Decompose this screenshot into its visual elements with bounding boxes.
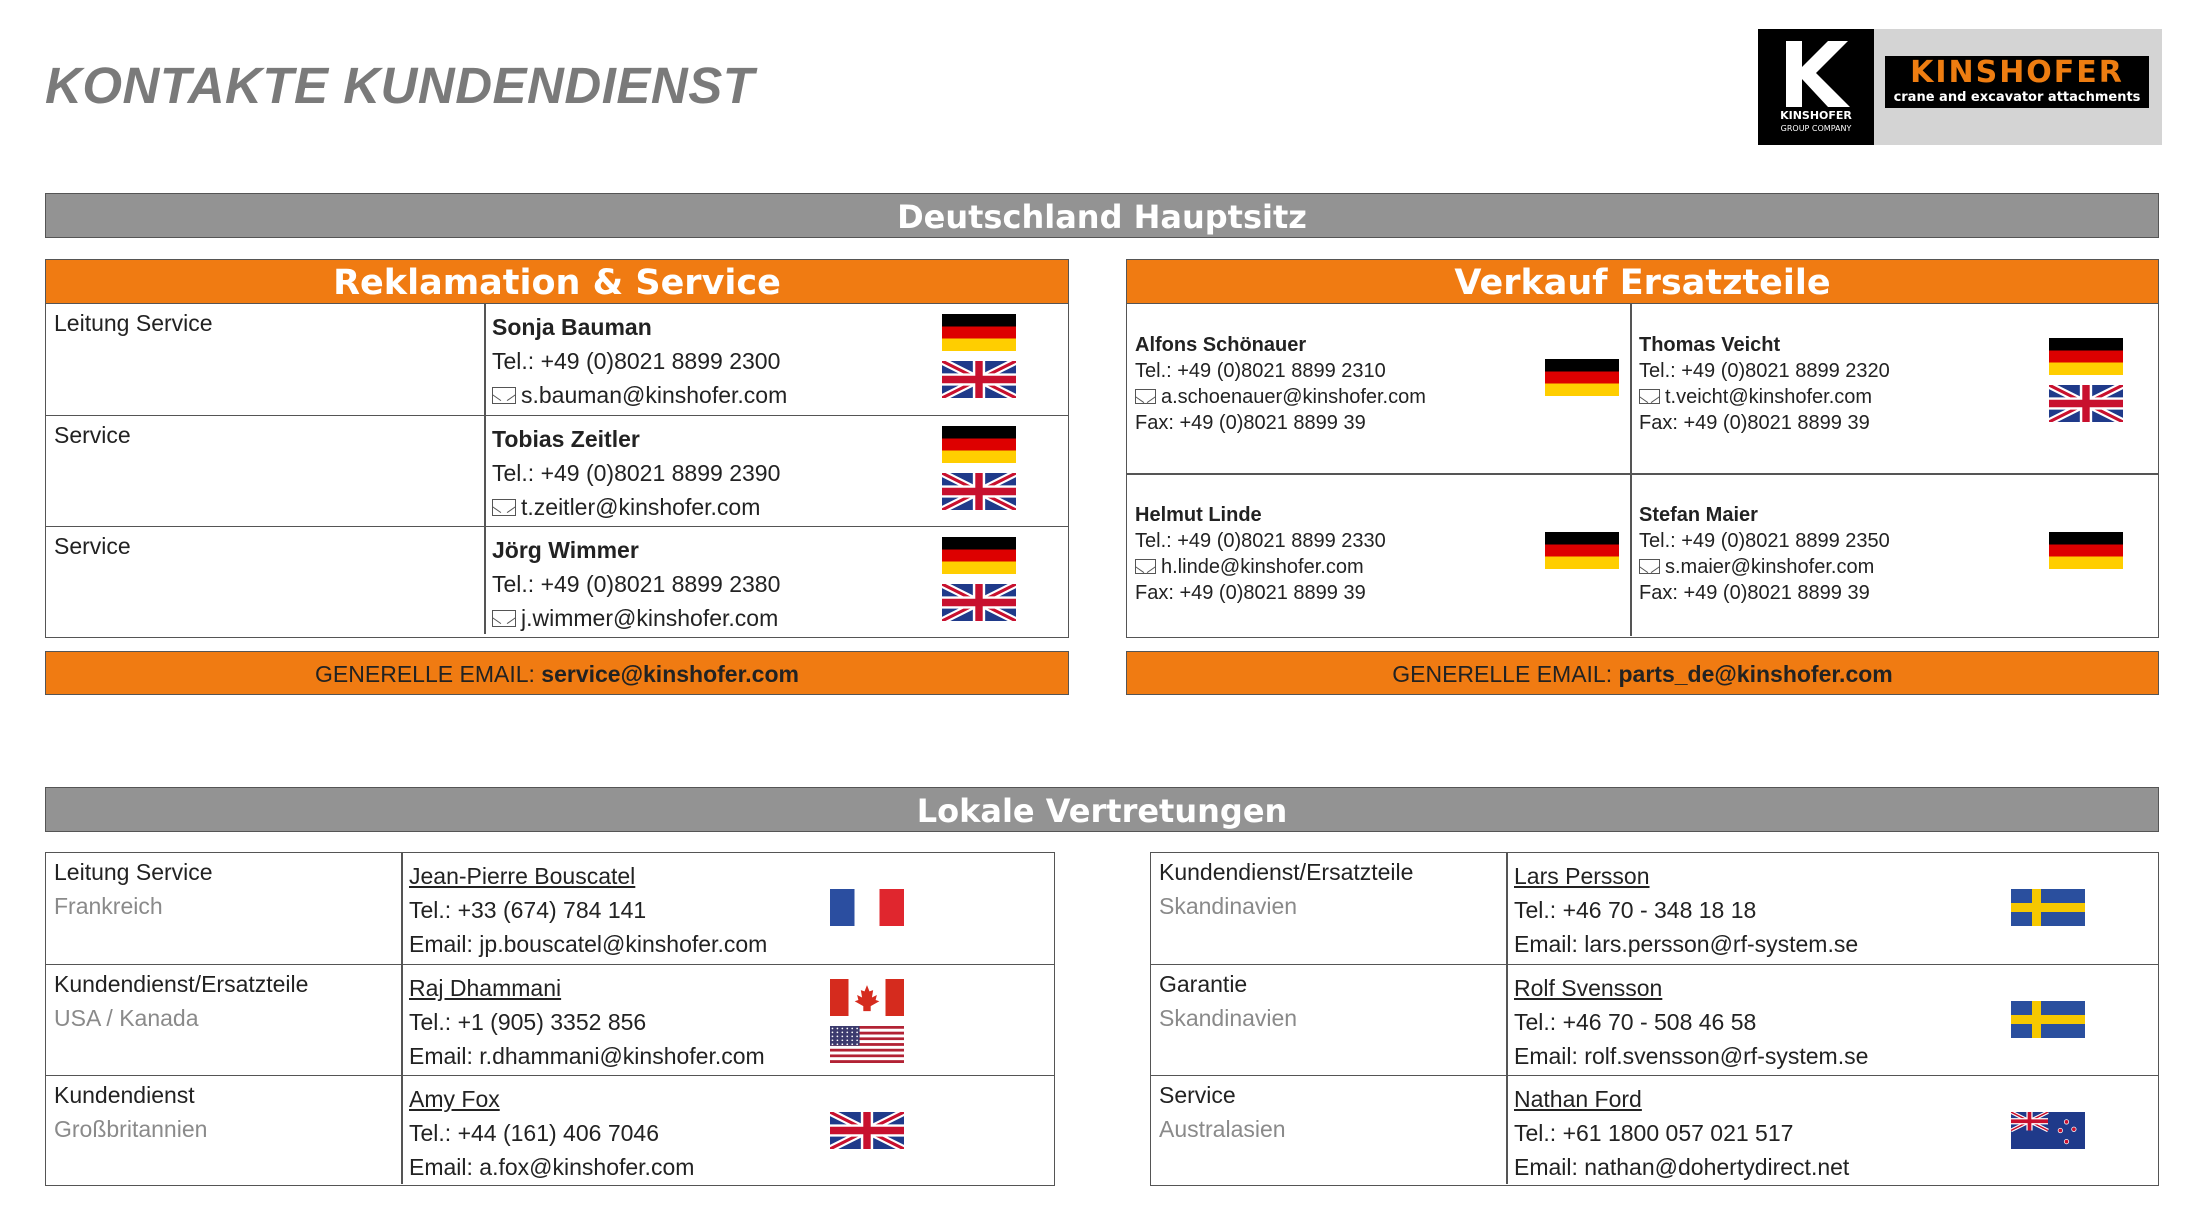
local-contact-row <box>1151 853 2158 964</box>
contact-email[interactable]: t.veicht@kinshofer.com <box>1639 384 1890 410</box>
page-title: KONTAKTE KUNDENDIENST <box>45 57 755 114</box>
contact-phone[interactable]: Tel.: +49 (0)8021 8899 2300 <box>492 348 781 374</box>
general-email-service <box>45 651 1069 695</box>
service-contact-row <box>46 526 1068 634</box>
contact-role: Kundendienst/Ersatzteile <box>1159 859 1414 885</box>
mail-icon <box>1639 389 1660 404</box>
service-contact-row <box>46 304 1068 415</box>
contact-phone[interactable]: Tel.: +49 (0)8021 8899 2350 <box>1639 530 1890 552</box>
contact-role: Service <box>54 422 131 448</box>
contact-fax: Fax: +49 (0)8021 8899 39 <box>1135 412 1366 434</box>
contact-fax: Fax: +49 (0)8021 8899 39 <box>1639 412 1870 434</box>
germany-flag-icon <box>2049 338 2123 375</box>
contact-region: Skandinavien <box>1159 893 1298 919</box>
contact-name: Tobias Zeitler <box>492 426 640 452</box>
contact-name: Stefan Maier <box>1639 504 1758 526</box>
panel-service <box>45 259 1069 638</box>
contact-phone[interactable]: Tel.: +61 1800 057 021 517 <box>1514 1120 1794 1146</box>
contact-email[interactable]: j.wimmer@kinshofer.com <box>492 601 780 635</box>
contact-name: Thomas Veicht <box>1639 334 1781 356</box>
contact-phone[interactable]: Tel.: +1 (905) 3352 856 <box>409 1009 647 1035</box>
parts-contact-card <box>1127 474 1631 636</box>
contact-name: Alfons Schönauer <box>1135 334 1307 356</box>
uk-flag-icon <box>942 361 1016 398</box>
france-flag-icon <box>830 889 904 926</box>
company-logo <box>1758 29 2162 145</box>
germany-flag-icon <box>942 314 1016 351</box>
panel-service-title: Reklamation & Service <box>46 260 1068 304</box>
contact-phone[interactable]: Tel.: +33 (674) 784 141 <box>409 897 647 923</box>
contact-email[interactable]: Email: r.dhammani@kinshofer.com <box>409 1043 765 1069</box>
parts-contact-card <box>1631 304 2157 474</box>
contact-role: Service <box>54 533 131 559</box>
general-email-label: GENERELLE EMAIL: <box>315 661 542 687</box>
new-zealand-flag-icon <box>2011 1112 2085 1149</box>
contact-email[interactable]: s.maier@kinshofer.com <box>1639 554 1890 580</box>
panel-local-left <box>45 852 1055 1186</box>
mail-icon <box>492 610 516 627</box>
mail-icon <box>492 387 516 404</box>
local-contact-row <box>1151 964 2158 1075</box>
contact-name: Helmut Linde <box>1135 504 1262 526</box>
general-email-label: GENERELLE EMAIL: <box>1392 661 1619 687</box>
logo-wordmark-text: KINSHOFER <box>1910 55 2124 90</box>
contact-email[interactable]: Email: nathan@dohertydirect.net <box>1514 1154 1850 1180</box>
logo-mark-name: KINSHOFER <box>1780 109 1852 122</box>
contact-role: Kundendienst <box>54 1082 195 1108</box>
canada-flag-icon <box>830 979 904 1016</box>
uk-flag-icon <box>830 1112 904 1149</box>
contact-email[interactable]: Email: rolf.svensson@rf-system.se <box>1514 1043 1869 1069</box>
contact-email[interactable]: a.schoenauer@kinshofer.com <box>1135 384 1426 410</box>
contact-email[interactable]: Email: lars.persson@rf-system.se <box>1514 931 1859 957</box>
panel-parts <box>1126 259 2159 638</box>
contact-email[interactable]: h.linde@kinshofer.com <box>1135 554 1386 580</box>
service-contact-row <box>46 415 1068 526</box>
uk-flag-icon <box>2049 385 2123 422</box>
contact-name[interactable]: Amy Fox <box>409 1086 500 1112</box>
contact-email[interactable]: s.bauman@kinshofer.com <box>492 378 787 412</box>
contact-name[interactable]: Jean-Pierre Bouscatel <box>409 863 636 889</box>
logo-mark-sub: GROUP COMPANY <box>1780 124 1852 133</box>
mail-icon <box>1135 389 1156 404</box>
general-email-service-link[interactable]: service@kinshofer.com <box>541 661 799 687</box>
local-contact-row <box>1151 1075 2158 1184</box>
contact-email[interactable]: Email: jp.bouscatel@kinshofer.com <box>409 931 768 957</box>
contact-name[interactable]: Raj Dhammani <box>409 975 562 1001</box>
contact-phone[interactable]: Tel.: +46 70 - 348 18 18 <box>1514 897 1757 923</box>
contact-region: Australasien <box>1159 1116 1286 1142</box>
local-contact-row <box>46 853 1054 964</box>
contact-phone[interactable]: Tel.: +49 (0)8021 8899 2380 <box>492 571 781 597</box>
contact-role: Service <box>1159 1082 1236 1108</box>
contact-phone[interactable]: Tel.: +44 (161) 406 7046 <box>409 1120 659 1146</box>
contact-region: Frankreich <box>54 893 163 919</box>
contact-phone[interactable]: Tel.: +49 (0)8021 8899 2390 <box>492 460 781 486</box>
contact-name[interactable]: Rolf Svensson <box>1514 975 1663 1001</box>
panel-parts-title: Verkauf Ersatzteile <box>1127 260 2158 304</box>
contact-name[interactable]: Nathan Ford <box>1514 1086 1642 1112</box>
uk-flag-icon <box>942 473 1016 510</box>
mail-icon <box>1639 559 1660 574</box>
contact-email[interactable]: Email: a.fox@kinshofer.com <box>409 1154 695 1180</box>
germany-flag-icon <box>942 426 1016 463</box>
contact-region: Skandinavien <box>1159 1005 1298 1031</box>
contact-email[interactable]: t.zeitler@kinshofer.com <box>492 490 780 524</box>
contact-phone[interactable]: Tel.: +49 (0)8021 8899 2330 <box>1135 530 1386 552</box>
contact-phone[interactable]: Tel.: +46 70 - 508 46 58 <box>1514 1009 1757 1035</box>
mail-icon <box>1135 559 1156 574</box>
contact-role: Leitung Service <box>54 310 213 336</box>
contact-name[interactable]: Lars Persson <box>1514 863 1650 889</box>
logo-tagline: crane and excavator attachments <box>1893 90 2141 105</box>
germany-flag-icon <box>1545 359 1619 396</box>
local-contact-row <box>46 964 1054 1075</box>
sweden-flag-icon <box>2011 1001 2085 1038</box>
local-contact-row <box>46 1075 1054 1184</box>
germany-flag-icon <box>1545 532 1619 569</box>
usa-flag-icon <box>830 1026 904 1063</box>
panel-local-right <box>1150 852 2159 1186</box>
germany-flag-icon <box>2049 532 2123 569</box>
section-header-local: Lokale Vertretungen <box>45 787 2159 832</box>
contact-role: Kundendienst/Ersatzteile <box>54 971 309 997</box>
uk-flag-icon <box>942 584 1016 621</box>
k-letter-icon <box>1778 39 1854 109</box>
contact-phone[interactable]: Tel.: +49 (0)8021 8899 2310 <box>1135 360 1386 382</box>
section-header-hq: Deutschland Hauptsitz <box>45 193 2159 238</box>
contact-region: Großbritannien <box>54 1116 208 1142</box>
germany-flag-icon <box>942 537 1016 574</box>
parts-contact-card <box>1127 304 1631 474</box>
mail-icon <box>492 499 516 516</box>
general-email-parts <box>1126 651 2159 695</box>
contact-role: Garantie <box>1159 971 1248 997</box>
general-email-parts-link[interactable]: parts_de@kinshofer.com <box>1618 661 1893 687</box>
sweden-flag-icon <box>2011 889 2085 926</box>
contact-phone[interactable]: Tel.: +49 (0)8021 8899 2320 <box>1639 360 1890 382</box>
contact-fax: Fax: +49 (0)8021 8899 39 <box>1639 582 1870 604</box>
logo-wordmark <box>1885 56 2149 108</box>
contact-name: Jörg Wimmer <box>492 537 639 563</box>
logo-mark <box>1758 29 1874 145</box>
parts-contact-card <box>1631 474 2157 636</box>
contact-fax: Fax: +49 (0)8021 8899 39 <box>1135 582 1366 604</box>
contact-region: USA / Kanada <box>54 1005 199 1031</box>
contact-role: Leitung Service <box>54 859 213 885</box>
contact-name: Sonja Bauman <box>492 314 652 340</box>
